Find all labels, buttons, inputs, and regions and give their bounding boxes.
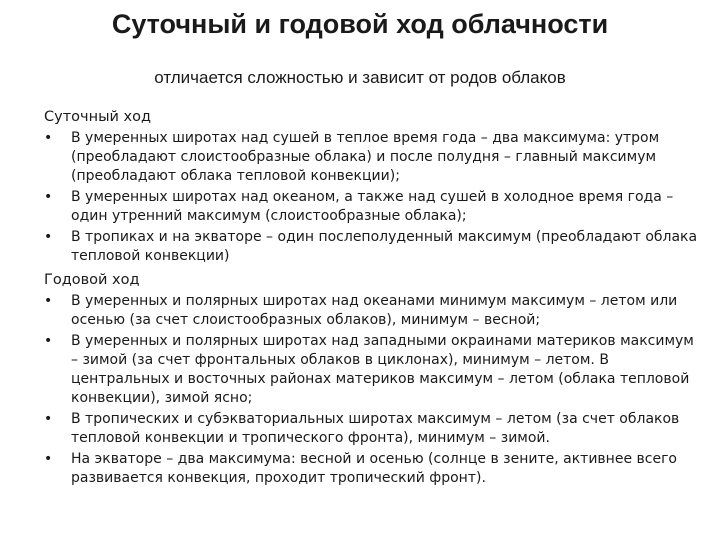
bullet-icon: • <box>44 130 53 146</box>
list-item-text: В тропических и субэкваториальных широтах максимум – летом (за счет облаков тепловой конвекции и тропического фронта), минимум – зимой. <box>71 411 680 446</box>
bullet-icon: • <box>44 451 53 467</box>
slide-title: Суточный и годовой ход облачности <box>111 9 609 39</box>
list-item-text: В умеренных широтах над сушей в теплое время года – два максимума: утром (преобладают слоистообразные облака) и после полудня – главный максимум (преобладают облака тепловой конвекции); <box>71 130 660 184</box>
slide-subtitle: отличается сложностью и зависит от родов облаков <box>154 68 566 87</box>
list-item-text: В умеренных широтах над океаном, а также над сушей в холодное время года – один утренний максимум (слоистообразные облака); <box>71 189 674 224</box>
annual-heading: Годовой ход <box>44 272 140 288</box>
slide-body <box>44 108 704 490</box>
list-item-text: В умеренных и полярных широтах над западными окраинами материков максимум – зимой (за счет фронтальных облаков в циклонах), минимум – летом. В центральных и восточных районах материков максимум – летом (облака тепловой конвекции), зимой ясно; <box>71 333 694 406</box>
list-item <box>44 292 704 330</box>
bullet-icon: • <box>44 411 53 427</box>
list-item <box>44 188 704 226</box>
list-item <box>44 129 704 186</box>
bullet-icon: • <box>44 229 53 245</box>
daily-list <box>44 129 704 266</box>
list-item <box>44 332 704 408</box>
bullet-icon: • <box>44 333 53 349</box>
annual-list <box>44 292 704 488</box>
daily-heading: Суточный ход <box>44 109 152 125</box>
list-item-text: В тропиках и на экваторе – один послеполуденный максимум (преобладают облака тепловой конвекции) <box>71 229 698 264</box>
list-item-text: На экваторе – два максимума: весной и осенью (солнце в зените, активнее всего развивается конвекция, проходит тропический фронт). <box>71 451 677 486</box>
bullet-icon: • <box>44 189 53 205</box>
list-item <box>44 450 704 488</box>
bullet-icon: • <box>44 293 53 309</box>
list-item <box>44 410 704 448</box>
list-item-text: В умеренных и полярных широтах над океанами минимум максимум – летом или осенью (за счет слоистообразных облаков), минимум – весной; <box>71 293 678 328</box>
list-item <box>44 228 704 266</box>
